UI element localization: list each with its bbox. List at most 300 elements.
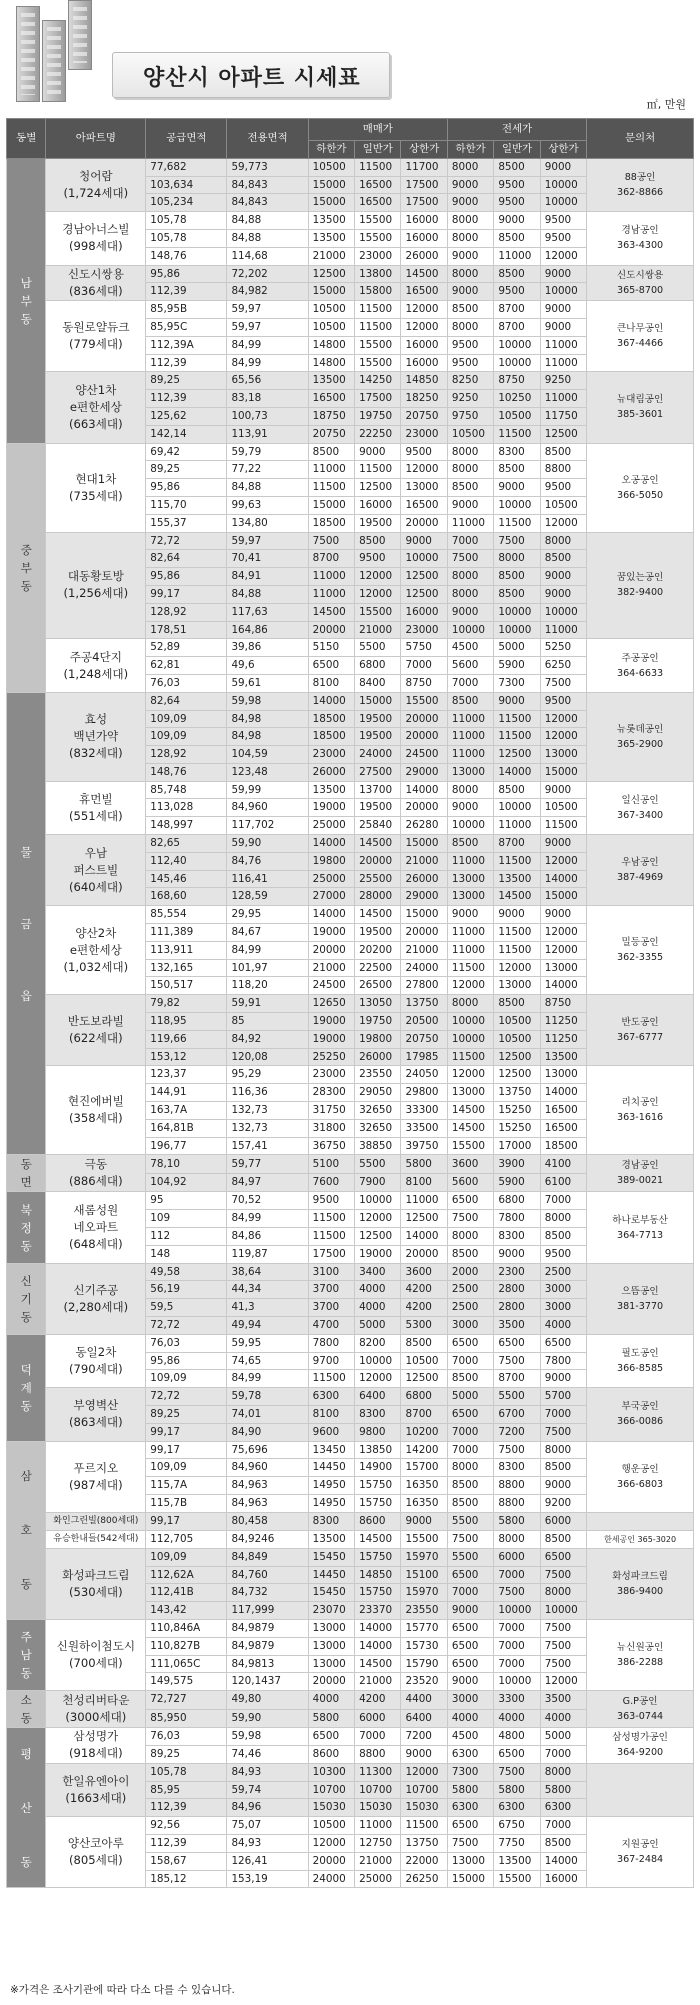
value-cell: 12500 [494,1066,540,1084]
value-cell: 59,77 [227,1155,308,1174]
value-cell: 5800 [494,1781,540,1799]
value-cell: 112,62A [146,1566,227,1584]
value-cell: 84,9813 [227,1655,308,1673]
value-cell: 15500 [401,692,447,710]
contact-cell: 리치공인 363-1616 [587,1066,694,1155]
value-cell: 7500 [540,1637,586,1655]
value-cell: 3000 [447,1691,493,1710]
value-cell: 109,09 [146,1370,227,1388]
value-cell: 148,76 [146,763,227,781]
value-cell: 16000 [401,354,447,372]
value-cell: 26000 [401,247,447,265]
value-cell: 9500 [494,283,540,301]
value-cell: 8500 [308,443,354,461]
table-row [7,265,694,283]
value-cell: 11500 [494,514,540,532]
value-cell: 20000 [308,1852,354,1870]
value-cell: 10000 [494,354,540,372]
value-cell: 84,99 [227,1370,308,1388]
value-cell: 15500 [355,354,401,372]
value-cell: 5800 [401,1155,447,1174]
value-cell: 7000 [494,1637,540,1655]
value-cell: 29800 [401,1084,447,1102]
apt-name-cell: 현대1차 (735세대) [46,443,146,532]
value-cell: 105,78 [146,229,227,247]
value-cell: 19750 [355,1013,401,1031]
value-cell: 9600 [308,1423,354,1441]
value-cell: 10000 [401,550,447,568]
value-cell: 10500 [401,1352,447,1370]
value-cell: 5900 [494,657,540,675]
value-cell: 15000 [355,692,401,710]
value-cell: 5100 [308,1155,354,1174]
value-cell: 9000 [401,532,447,550]
value-cell: 49,80 [227,1691,308,1710]
value-cell: 8700 [401,1405,447,1423]
value-cell: 6500 [447,1405,493,1423]
value-cell: 14000 [540,977,586,995]
value-cell: 8500 [494,158,540,176]
value-cell: 4800 [494,1728,540,1746]
value-cell: 12500 [401,1210,447,1228]
value-cell: 8000 [540,532,586,550]
value-cell: 6500 [308,657,354,675]
table-row [7,1619,694,1637]
value-cell: 7500 [494,532,540,550]
value-cell: 10500 [308,1817,354,1835]
value-cell: 9750 [447,407,493,425]
col-jeonse: 전세가 [447,119,586,141]
value-cell: 59,90 [227,835,308,853]
value-cell: 7800 [540,1352,586,1370]
area-cell: 주 남 동 [7,1619,46,1690]
contact-cell: 경남공인 363-4300 [587,212,694,265]
table-row [7,443,694,461]
value-cell: 153,12 [146,1048,227,1066]
value-cell: 12500 [401,1370,447,1388]
value-cell: 20200 [355,941,401,959]
value-cell: 23550 [355,1066,401,1084]
value-cell: 15000 [308,283,354,301]
value-cell: 7500 [540,1566,586,1584]
value-cell: 8000 [494,550,540,568]
value-cell: 14000 [401,1228,447,1246]
value-cell: 20000 [401,728,447,746]
value-cell: 76,03 [146,1728,227,1746]
value-cell: 8000 [447,461,493,479]
value-cell: 112,39 [146,283,227,301]
value-cell: 12000 [540,247,586,265]
value-cell: 9800 [355,1423,401,1441]
value-cell: 13000 [540,959,586,977]
value-cell: 19000 [308,799,354,817]
value-cell: 145,46 [146,870,227,888]
value-cell: 23000 [308,746,354,764]
value-cell: 7750 [494,1834,540,1852]
value-cell: 13000 [447,888,493,906]
value-cell: 112,705 [146,1530,227,1548]
value-cell: 6300 [447,1745,493,1763]
value-cell: 14000 [355,1637,401,1655]
value-cell: 2500 [540,1263,586,1281]
value-cell: 13500 [308,1530,354,1548]
value-cell: 2000 [447,1263,493,1281]
value-cell: 11000 [447,710,493,728]
value-cell: 12000 [540,852,586,870]
value-cell: 19500 [355,514,401,532]
col-exclusive: 전용면적 [227,119,308,159]
value-cell: 132,165 [146,959,227,977]
table-row [7,835,694,853]
value-cell: 11500 [494,941,540,959]
table-row [7,1763,694,1781]
value-cell: 9000 [494,692,540,710]
value-cell: 24050 [401,1066,447,1084]
contact-cell: 신도시쌍용 365-8700 [587,265,694,301]
value-cell: 14000 [540,1084,586,1102]
value-cell: 41,3 [227,1299,308,1317]
value-cell: 7800 [494,1210,540,1228]
value-cell: 5250 [540,639,586,657]
value-cell: 8300 [494,1228,540,1246]
value-cell: 8500 [494,461,540,479]
value-cell: 5750 [401,639,447,657]
value-cell: 5600 [447,1173,493,1192]
value-cell: 16500 [308,390,354,408]
value-cell: 15730 [401,1637,447,1655]
value-cell: 7000 [447,1441,493,1459]
value-cell: 11000 [494,247,540,265]
value-cell: 104,92 [146,1173,227,1192]
value-cell: 7000 [447,1352,493,1370]
value-cell: 109 [146,1210,227,1228]
value-cell: 105,234 [146,194,227,212]
apt-name-cell: 부영벽산 (863세대) [46,1388,146,1441]
value-cell: 8500 [494,995,540,1013]
value-cell: 14800 [308,336,354,354]
value-cell: 14500 [308,603,354,621]
value-cell: 8750 [494,372,540,390]
value-cell: 11000 [355,1817,401,1835]
value-cell: 7900 [355,1173,401,1192]
value-cell: 11000 [447,941,493,959]
value-cell: 84,93 [227,1834,308,1852]
value-cell: 84,9246 [227,1530,308,1548]
value-cell: 14250 [355,372,401,390]
area-cell: 신 기 동 [7,1263,46,1334]
contact-cell: 일신공인 367-3400 [587,781,694,834]
value-cell: 17500 [308,1245,354,1263]
value-cell: 13500 [540,1048,586,1066]
value-cell: 10000 [494,496,540,514]
value-cell: 84,88 [227,585,308,603]
value-cell: 7000 [447,1584,493,1602]
value-cell: 4000 [540,1709,586,1728]
value-cell: 9000 [447,496,493,514]
apt-name-cell: 유승한내들(542세대) [46,1530,146,1548]
value-cell: 10300 [308,1763,354,1781]
value-cell: 4000 [494,1709,540,1728]
table-row [7,1334,694,1352]
value-cell: 89,25 [146,1745,227,1763]
value-cell: 11500 [494,924,540,942]
value-cell: 13000 [447,1084,493,1102]
value-cell: 178,51 [146,621,227,639]
value-cell: 84,963 [227,1494,308,1512]
value-cell: 8000 [447,212,493,230]
contact-cell: 한세공인 365-3020 [587,1530,694,1548]
value-cell: 12000 [401,318,447,336]
value-cell: 8200 [355,1334,401,1352]
contact-cell: 밀등공인 362-3355 [587,906,694,995]
value-cell: 29000 [401,888,447,906]
value-cell: 8000 [540,1763,586,1781]
value-cell: 79,82 [146,995,227,1013]
value-cell: 24000 [355,746,401,764]
apt-name-cell: 동원로얄듀크 (779세대) [46,301,146,372]
apt-name-cell: 신원하이첨도시 (700세대) [46,1619,146,1690]
value-cell: 13000 [401,479,447,497]
value-cell: 5000 [355,1317,401,1335]
value-cell: 84,960 [227,1459,308,1477]
value-cell: 59,78 [227,1388,308,1406]
value-cell: 95,29 [227,1066,308,1084]
apt-name-cell: 신기주공 (2,280세대) [46,1263,146,1334]
value-cell: 5500 [355,639,401,657]
value-cell: 114,68 [227,247,308,265]
value-cell: 10000 [494,603,540,621]
value-cell: 9000 [447,603,493,621]
value-cell: 11500 [355,301,401,319]
value-cell: 5000 [540,1728,586,1746]
value-cell: 8800 [355,1745,401,1763]
value-cell: 32650 [355,1119,401,1137]
value-cell: 2500 [447,1299,493,1317]
value-cell: 78,10 [146,1155,227,1174]
value-cell: 13000 [494,977,540,995]
value-cell: 8300 [494,1459,540,1477]
value-cell: 10500 [308,318,354,336]
value-cell: 126,41 [227,1852,308,1870]
value-cell: 95,86 [146,265,227,283]
value-cell: 6000 [540,1512,586,1530]
value-cell: 7500 [494,1352,540,1370]
contact-cell: 88공인 362-8866 [587,158,694,211]
value-cell: 11500 [355,318,401,336]
value-cell: 100,73 [227,407,308,425]
value-cell: 8100 [308,674,354,692]
value-cell: 82,64 [146,692,227,710]
value-cell: 19500 [355,924,401,942]
value-cell: 24000 [308,1870,354,1888]
value-cell: 11500 [494,425,540,443]
value-cell: 99,17 [146,1441,227,1459]
value-cell: 9500 [540,692,586,710]
value-cell: 13000 [447,1852,493,1870]
value-cell: 18500 [540,1137,586,1155]
value-cell: 11500 [308,479,354,497]
value-cell: 95 [146,1192,227,1210]
value-cell: 9500 [494,176,540,194]
value-cell: 19000 [308,1030,354,1048]
value-cell: 11000 [308,585,354,603]
value-cell: 6500 [447,1566,493,1584]
value-cell: 9000 [540,906,586,924]
value-cell: 148,76 [146,247,227,265]
value-cell: 110,827B [146,1637,227,1655]
value-cell: 9000 [540,568,586,586]
value-cell: 164,86 [227,621,308,639]
value-cell: 8500 [447,835,493,853]
apt-name-cell: 신도시쌍용 (836세대) [46,265,146,301]
value-cell: 7500 [540,1423,586,1441]
value-cell: 15500 [401,1530,447,1548]
value-cell: 5800 [494,1512,540,1530]
value-cell: 15770 [401,1619,447,1637]
value-cell: 109,09 [146,1548,227,1566]
value-cell: 7000 [447,532,493,550]
value-cell: 20000 [308,621,354,639]
value-cell: 20000 [308,1673,354,1691]
value-cell: 115,7B [146,1494,227,1512]
value-cell: 11000 [447,852,493,870]
value-cell: 7800 [308,1334,354,1352]
value-cell: 13800 [355,265,401,283]
value-cell: 8300 [494,443,540,461]
value-cell: 17985 [401,1048,447,1066]
value-cell: 15030 [401,1799,447,1817]
value-cell: 7000 [540,1817,586,1835]
value-cell: 3700 [308,1281,354,1299]
value-cell: 5800 [540,1781,586,1799]
value-cell: 15000 [447,1870,493,1888]
value-cell: 6300 [308,1388,354,1406]
contact-cell: 뉴롯데공인 365-2900 [587,692,694,781]
value-cell: 16500 [540,1102,586,1120]
table-row [7,372,694,390]
value-cell: 8500 [447,479,493,497]
apt-name-cell: 반도보라빌 (622세대) [46,995,146,1066]
value-cell: 84,96 [227,1799,308,1817]
value-cell: 19000 [308,1013,354,1031]
value-cell: 11500 [308,1210,354,1228]
value-cell: 27000 [308,888,354,906]
value-cell: 8800 [494,1477,540,1495]
value-cell: 8500 [494,585,540,603]
value-cell: 59,97 [227,301,308,319]
value-cell: 9000 [355,443,401,461]
value-cell: 4100 [540,1155,586,1174]
table-row [7,692,694,710]
value-cell: 119,87 [227,1245,308,1263]
value-cell: 9000 [540,1477,586,1495]
value-cell: 26280 [401,817,447,835]
value-cell: 9000 [447,247,493,265]
area-cell: 남 부 동 [7,158,46,443]
value-cell: 39750 [401,1137,447,1155]
value-cell: 5500 [447,1548,493,1566]
area-cell: 물 금 읍 [7,692,46,1155]
col-supply: 공급면적 [146,119,227,159]
value-cell: 15250 [494,1119,540,1137]
value-cell: 6500 [494,1745,540,1763]
value-cell: 12500 [540,425,586,443]
value-cell: 142,14 [146,425,227,443]
value-cell: 8100 [308,1405,354,1423]
contact-cell [587,1763,694,1816]
value-cell: 11000 [308,461,354,479]
value-cell: 8000 [447,229,493,247]
col-sale-avg: 일반가 [355,141,401,159]
value-cell: 17500 [355,390,401,408]
value-cell: 6500 [540,1334,586,1352]
value-cell: 112,39 [146,1799,227,1817]
table-row [7,995,694,1013]
value-cell: 38850 [355,1137,401,1155]
value-cell: 14500 [401,265,447,283]
value-cell: 59,97 [227,318,308,336]
contact-cell: 필도공인 366-8585 [587,1334,694,1387]
value-cell: 13750 [401,995,447,1013]
value-cell: 5800 [447,1781,493,1799]
value-cell: 19500 [355,728,401,746]
value-cell: 116,36 [227,1084,308,1102]
value-cell: 12000 [447,1066,493,1084]
value-cell: 84,9879 [227,1619,308,1637]
value-cell: 9000 [540,158,586,176]
value-cell: 84,67 [227,924,308,942]
value-cell: 74,65 [227,1352,308,1370]
value-cell: 21000 [355,1673,401,1691]
value-cell: 59,74 [227,1781,308,1799]
area-cell: 소 동 [7,1691,46,1728]
value-cell: 14850 [355,1566,401,1584]
value-cell: 85,950 [146,1709,227,1728]
value-cell: 17000 [494,1137,540,1155]
value-cell: 9500 [401,443,447,461]
value-cell: 19500 [355,799,401,817]
value-cell: 10500 [308,158,354,176]
value-cell: 8500 [447,692,493,710]
value-cell: 8500 [447,1494,493,1512]
value-cell: 13000 [540,1066,586,1084]
value-cell: 7000 [447,674,493,692]
value-cell: 6500 [447,1192,493,1210]
value-cell: 8700 [494,301,540,319]
value-cell: 18250 [401,390,447,408]
value-cell: 84,76 [227,852,308,870]
value-cell: 82,65 [146,835,227,853]
area-cell: 덕 계 동 [7,1334,46,1441]
value-cell: 38,64 [227,1263,308,1281]
value-cell: 11000 [540,621,586,639]
value-cell: 23000 [401,425,447,443]
value-cell: 72,202 [227,265,308,283]
value-cell: 16500 [355,176,401,194]
value-cell: 26250 [401,1870,447,1888]
value-cell: 9000 [447,799,493,817]
value-cell: 9500 [447,354,493,372]
value-cell: 7000 [494,1619,540,1637]
value-cell: 3700 [308,1299,354,1317]
value-cell: 12750 [355,1834,401,1852]
value-cell: 5000 [447,1388,493,1406]
value-cell: 12000 [355,1210,401,1228]
value-cell: 11000 [494,817,540,835]
value-cell: 10000 [540,194,586,212]
value-cell: 12000 [355,585,401,603]
value-cell: 14000 [494,763,540,781]
